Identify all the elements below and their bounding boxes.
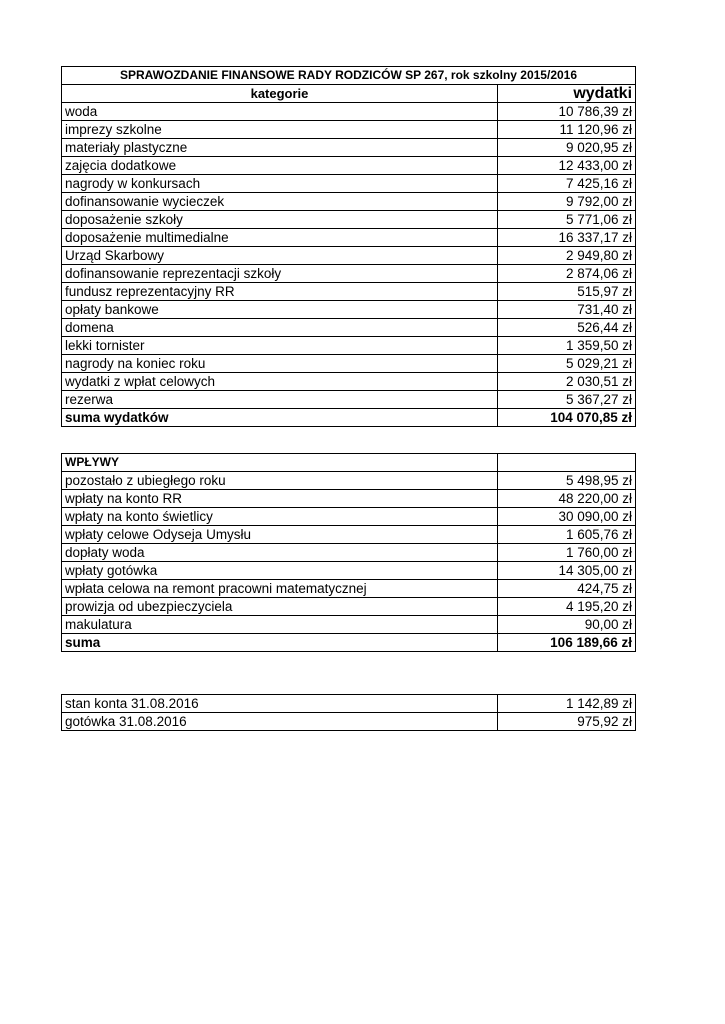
expense-row-amount: 515,97 zł bbox=[498, 283, 636, 301]
balance-row-label: stan konta 31.08.2016 bbox=[62, 695, 498, 713]
expense-row-amount: 9 020,95 zł bbox=[498, 139, 636, 157]
expense-row-label: Urząd Skarbowy bbox=[62, 247, 498, 265]
expense-row bbox=[62, 247, 636, 265]
income-row-label: wpłaty gotówka bbox=[62, 562, 498, 580]
expense-row-label: dofinansowanie wycieczek bbox=[62, 193, 498, 211]
income-row-amount: 1 605,76 zł bbox=[498, 526, 636, 544]
income-total-row-label: suma bbox=[62, 634, 498, 652]
expense-row bbox=[62, 319, 636, 337]
expense-row bbox=[62, 355, 636, 373]
balance-row-amount: 1 142,89 zł bbox=[498, 695, 636, 713]
expense-row bbox=[62, 193, 636, 211]
expense-row-amount: 2 874,06 zł bbox=[498, 265, 636, 283]
income-row-amount: 4 195,20 zł bbox=[498, 598, 636, 616]
expense-row-amount: 731,40 zł bbox=[498, 301, 636, 319]
income-row bbox=[62, 562, 636, 580]
report-title: SPRAWOZDANIE FINANSOWE RADY RODZICÓW SP 267, rok szkolny 2015/2016 bbox=[62, 67, 636, 85]
income-row bbox=[62, 580, 636, 598]
expense-row bbox=[62, 175, 636, 193]
expense-row-amount: 5 771,06 zł bbox=[498, 211, 636, 229]
expense-row-amount: 5 029,21 zł bbox=[498, 355, 636, 373]
income-row bbox=[62, 490, 636, 508]
balance-row bbox=[62, 713, 636, 731]
expense-row bbox=[62, 211, 636, 229]
income-row-label: wpłaty na konto RR bbox=[62, 490, 498, 508]
income-row-label: wpłata celowa na remont pracowni matematycznej bbox=[62, 580, 498, 598]
income-row-amount: 90,00 zł bbox=[498, 616, 636, 634]
expense-row-amount: 11 120,96 zł bbox=[498, 121, 636, 139]
expense-row-amount: 9 792,00 zł bbox=[498, 193, 636, 211]
expense-row-label: doposażenie szkoły bbox=[62, 211, 498, 229]
expense-row-label: woda bbox=[62, 103, 498, 121]
expense-row-label: domena bbox=[62, 319, 498, 337]
balance-row bbox=[62, 695, 636, 713]
balance-table bbox=[61, 694, 636, 731]
income-row-label: wpłaty celowe Odyseja Umysłu bbox=[62, 526, 498, 544]
expense-row-label: fundusz reprezentacyjny RR bbox=[62, 283, 498, 301]
expenses-amount-header: wydatki bbox=[498, 85, 636, 103]
expense-row bbox=[62, 139, 636, 157]
income-row-label: pozostało z ubiegłego roku bbox=[62, 472, 498, 490]
expense-row-amount: 2 030,51 zł bbox=[498, 373, 636, 391]
expense-row bbox=[62, 373, 636, 391]
expenses-header-row bbox=[62, 85, 636, 103]
balance-row-amount: 975,92 zł bbox=[498, 713, 636, 731]
income-row-amount: 14 305,00 zł bbox=[498, 562, 636, 580]
expenses-total-row bbox=[62, 409, 636, 427]
expense-row bbox=[62, 301, 636, 319]
expense-row bbox=[62, 337, 636, 355]
expense-row-label: dofinansowanie reprezentacji szkoły bbox=[62, 265, 498, 283]
expense-row bbox=[62, 103, 636, 121]
income-row-amount: 48 220,00 zł bbox=[498, 490, 636, 508]
income-row-amount: 424,75 zł bbox=[498, 580, 636, 598]
balance-row-label: gotówka 31.08.2016 bbox=[62, 713, 498, 731]
expense-row-amount: 2 949,80 zł bbox=[498, 247, 636, 265]
income-row bbox=[62, 472, 636, 490]
expenses-table bbox=[61, 66, 636, 427]
expense-row-label: nagrody na koniec roku bbox=[62, 355, 498, 373]
expenses-total-row-amount: 104 070,85 zł bbox=[498, 409, 636, 427]
expense-row-label: opłaty bankowe bbox=[62, 301, 498, 319]
income-row-label: makulatura bbox=[62, 616, 498, 634]
income-row-amount: 30 090,00 zł bbox=[498, 508, 636, 526]
income-header: WPŁYWY bbox=[62, 454, 498, 472]
expense-row-amount: 7 425,16 zł bbox=[498, 175, 636, 193]
expense-row-label: rezerwa bbox=[62, 391, 498, 409]
expense-row-amount: 1 359,50 zł bbox=[498, 337, 636, 355]
expense-row bbox=[62, 157, 636, 175]
expense-row-amount: 12 433,00 zł bbox=[498, 157, 636, 175]
income-row-label: dopłaty woda bbox=[62, 544, 498, 562]
expense-row-label: doposażenie multimedialne bbox=[62, 229, 498, 247]
income-row-amount: 1 760,00 zł bbox=[498, 544, 636, 562]
expense-row-label: lekki tornister bbox=[62, 337, 498, 355]
expense-row-label: materiały plastyczne bbox=[62, 139, 498, 157]
income-total-row-amount: 106 189,66 zł bbox=[498, 634, 636, 652]
expense-row bbox=[62, 121, 636, 139]
expense-row bbox=[62, 229, 636, 247]
income-row bbox=[62, 544, 636, 562]
expense-row bbox=[62, 265, 636, 283]
expense-row-label: imprezy szkolne bbox=[62, 121, 498, 139]
expense-row bbox=[62, 391, 636, 409]
income-row bbox=[62, 526, 636, 544]
income-header-row bbox=[62, 454, 636, 472]
income-table bbox=[61, 453, 636, 652]
income-row bbox=[62, 616, 636, 634]
expense-row-amount: 526,44 zł bbox=[498, 319, 636, 337]
income-total-row bbox=[62, 634, 636, 652]
income-row-label: prowizja od ubezpieczyciela bbox=[62, 598, 498, 616]
income-row-label: wpłaty na konto świetlicy bbox=[62, 508, 498, 526]
expenses-total-row-label: suma wydatków bbox=[62, 409, 498, 427]
income-header-empty bbox=[498, 454, 636, 472]
income-row-amount: 5 498,95 zł bbox=[498, 472, 636, 490]
income-row bbox=[62, 508, 636, 526]
income-row bbox=[62, 598, 636, 616]
expense-row-label: zajęcia dodatkowe bbox=[62, 157, 498, 175]
expense-row-label: wydatki z wpłat celowych bbox=[62, 373, 498, 391]
title-row bbox=[62, 67, 636, 85]
expense-row bbox=[62, 283, 636, 301]
category-header: kategorie bbox=[62, 85, 498, 103]
expense-row-amount: 5 367,27 zł bbox=[498, 391, 636, 409]
expense-row-label: nagrody w konkursach bbox=[62, 175, 498, 193]
expense-row-amount: 16 337,17 zł bbox=[498, 229, 636, 247]
expense-row-amount: 10 786,39 zł bbox=[498, 103, 636, 121]
